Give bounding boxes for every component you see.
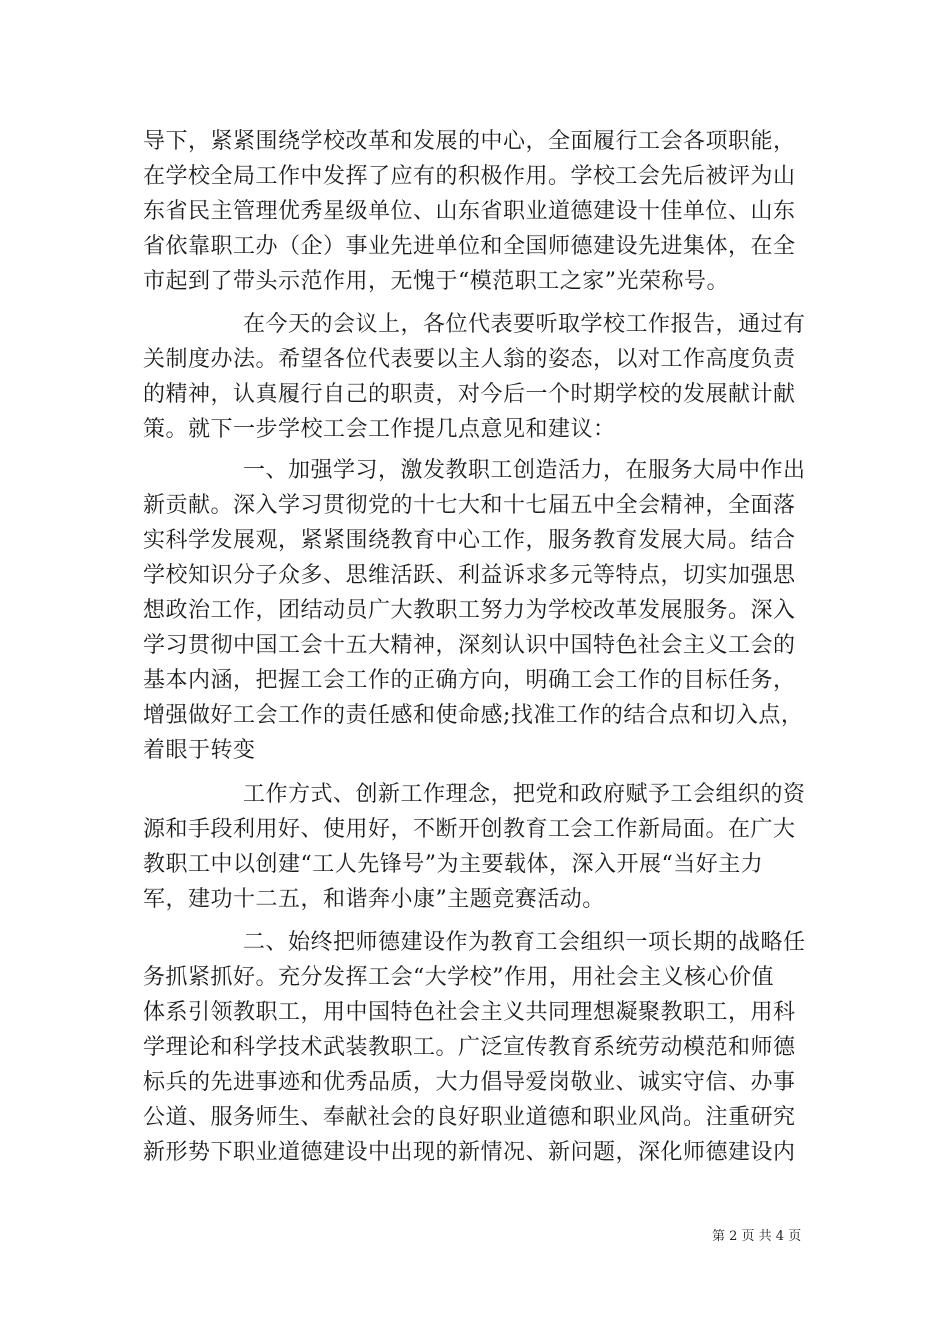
body-text-line: 的精神，认真履行自己的职责，对今后一个时期学校的发展献计献 bbox=[143, 382, 796, 407]
body-text-line: 标兵的先进事迹和优秀品质，大力倡导爱岗敬业、诚实守信、办事 bbox=[143, 1070, 796, 1095]
body-text-line: 关制度办法。希望各位代表要以主人翁的姿态，以对工作高度负责 bbox=[143, 347, 796, 372]
body-text-line: 着眼于转变 bbox=[143, 738, 256, 763]
body-text-line: 增强做好工会工作的责任感和使命感;找准工作的结合点和切入点， bbox=[143, 703, 804, 728]
body-text-line: 策。就下一步学校工会工作提几点意见和建议： bbox=[143, 417, 616, 442]
body-text-line: 学理论和科学技术武装教职工。广泛宣传教育系统劳动模范和师德 bbox=[143, 1035, 796, 1060]
body-text-line: 在今天的会议上，各位代表要听取学校工作报告，通过有 bbox=[243, 312, 806, 337]
body-text-line: 务抓紧抓好。充分发挥工会“大学校”作用，用社会主义核心价值 bbox=[143, 965, 774, 990]
body-text-line: 体系引领教职工，用中国特色社会主义共同理想凝聚教职工，用科 bbox=[143, 1000, 796, 1025]
body-text-line: 工作方式、创新工作理念，把党和政府赋予工会组织的资 bbox=[243, 782, 806, 807]
body-text-line: 军，建功十二五，和谐奔小康”主题竞赛活动。 bbox=[143, 887, 605, 912]
body-text-line: 导下，紧紧围绕学校改革和发展的中心，全面履行工会各项职能， bbox=[143, 129, 796, 154]
body-text-line: 学校知识分子众多、思维活跃、利益诉求多元等特点，切实加强思 bbox=[143, 563, 796, 588]
body-text-line: 新贡献。深入学习贯彻党的十七大和十七届五中全会精神，全面落 bbox=[143, 493, 796, 518]
body-text-line: 一、加强学习，激发教职工创造活力，在服务大局中作出 bbox=[243, 458, 806, 483]
body-text-line: 新形势下职业道德建设中出现的新情况、新问题，深化师德建设内 bbox=[143, 1140, 796, 1165]
body-text-line: 省依靠职工办（企）事业先进单位和全国师德建设先进集体，在全 bbox=[143, 234, 796, 259]
body-text-line: 基本内涵，把握工会工作的正确方向，明确工会工作的目标任务， bbox=[143, 668, 796, 693]
body-text-line: 二、始终把师德建设作为教育工会组织一项长期的战略任 bbox=[243, 930, 806, 955]
body-text-line: 公道、服务师生、奉献社会的良好职业道德和职业风尚。注重研究 bbox=[143, 1105, 796, 1130]
page-number-footer: 第 2 页 共 4 页 bbox=[712, 1229, 802, 1244]
body-text-line: 源和手段利用好、使用好，不断开创教育工会工作新局面。在广大 bbox=[143, 817, 796, 842]
body-text-line: 想政治工作，团结动员广大教职工努力为学校改革发展服务。深入 bbox=[143, 598, 796, 623]
body-text-line: 实科学发展观，紧紧围绕教育中心工作，服务教育发展大局。结合 bbox=[143, 528, 796, 553]
body-text-line: 市起到了带头示范作用，无愧于“模范职工之家”光荣称号。 bbox=[143, 269, 729, 294]
body-text-line: 学习贯彻中国工会十五大精神，深刻认识中国特色社会主义工会的 bbox=[143, 633, 796, 658]
body-text-line: 教职工中以创建“工人先锋号”为主要载体，深入开展“当好主力 bbox=[143, 852, 764, 877]
body-text-line: 在学校全局工作中发挥了应有的积极作用。学校工会先后被评为山 bbox=[143, 164, 796, 189]
body-text-line: 东省民主管理优秀星级单位、山东省职业道德建设十佳单位、山东 bbox=[143, 199, 796, 224]
